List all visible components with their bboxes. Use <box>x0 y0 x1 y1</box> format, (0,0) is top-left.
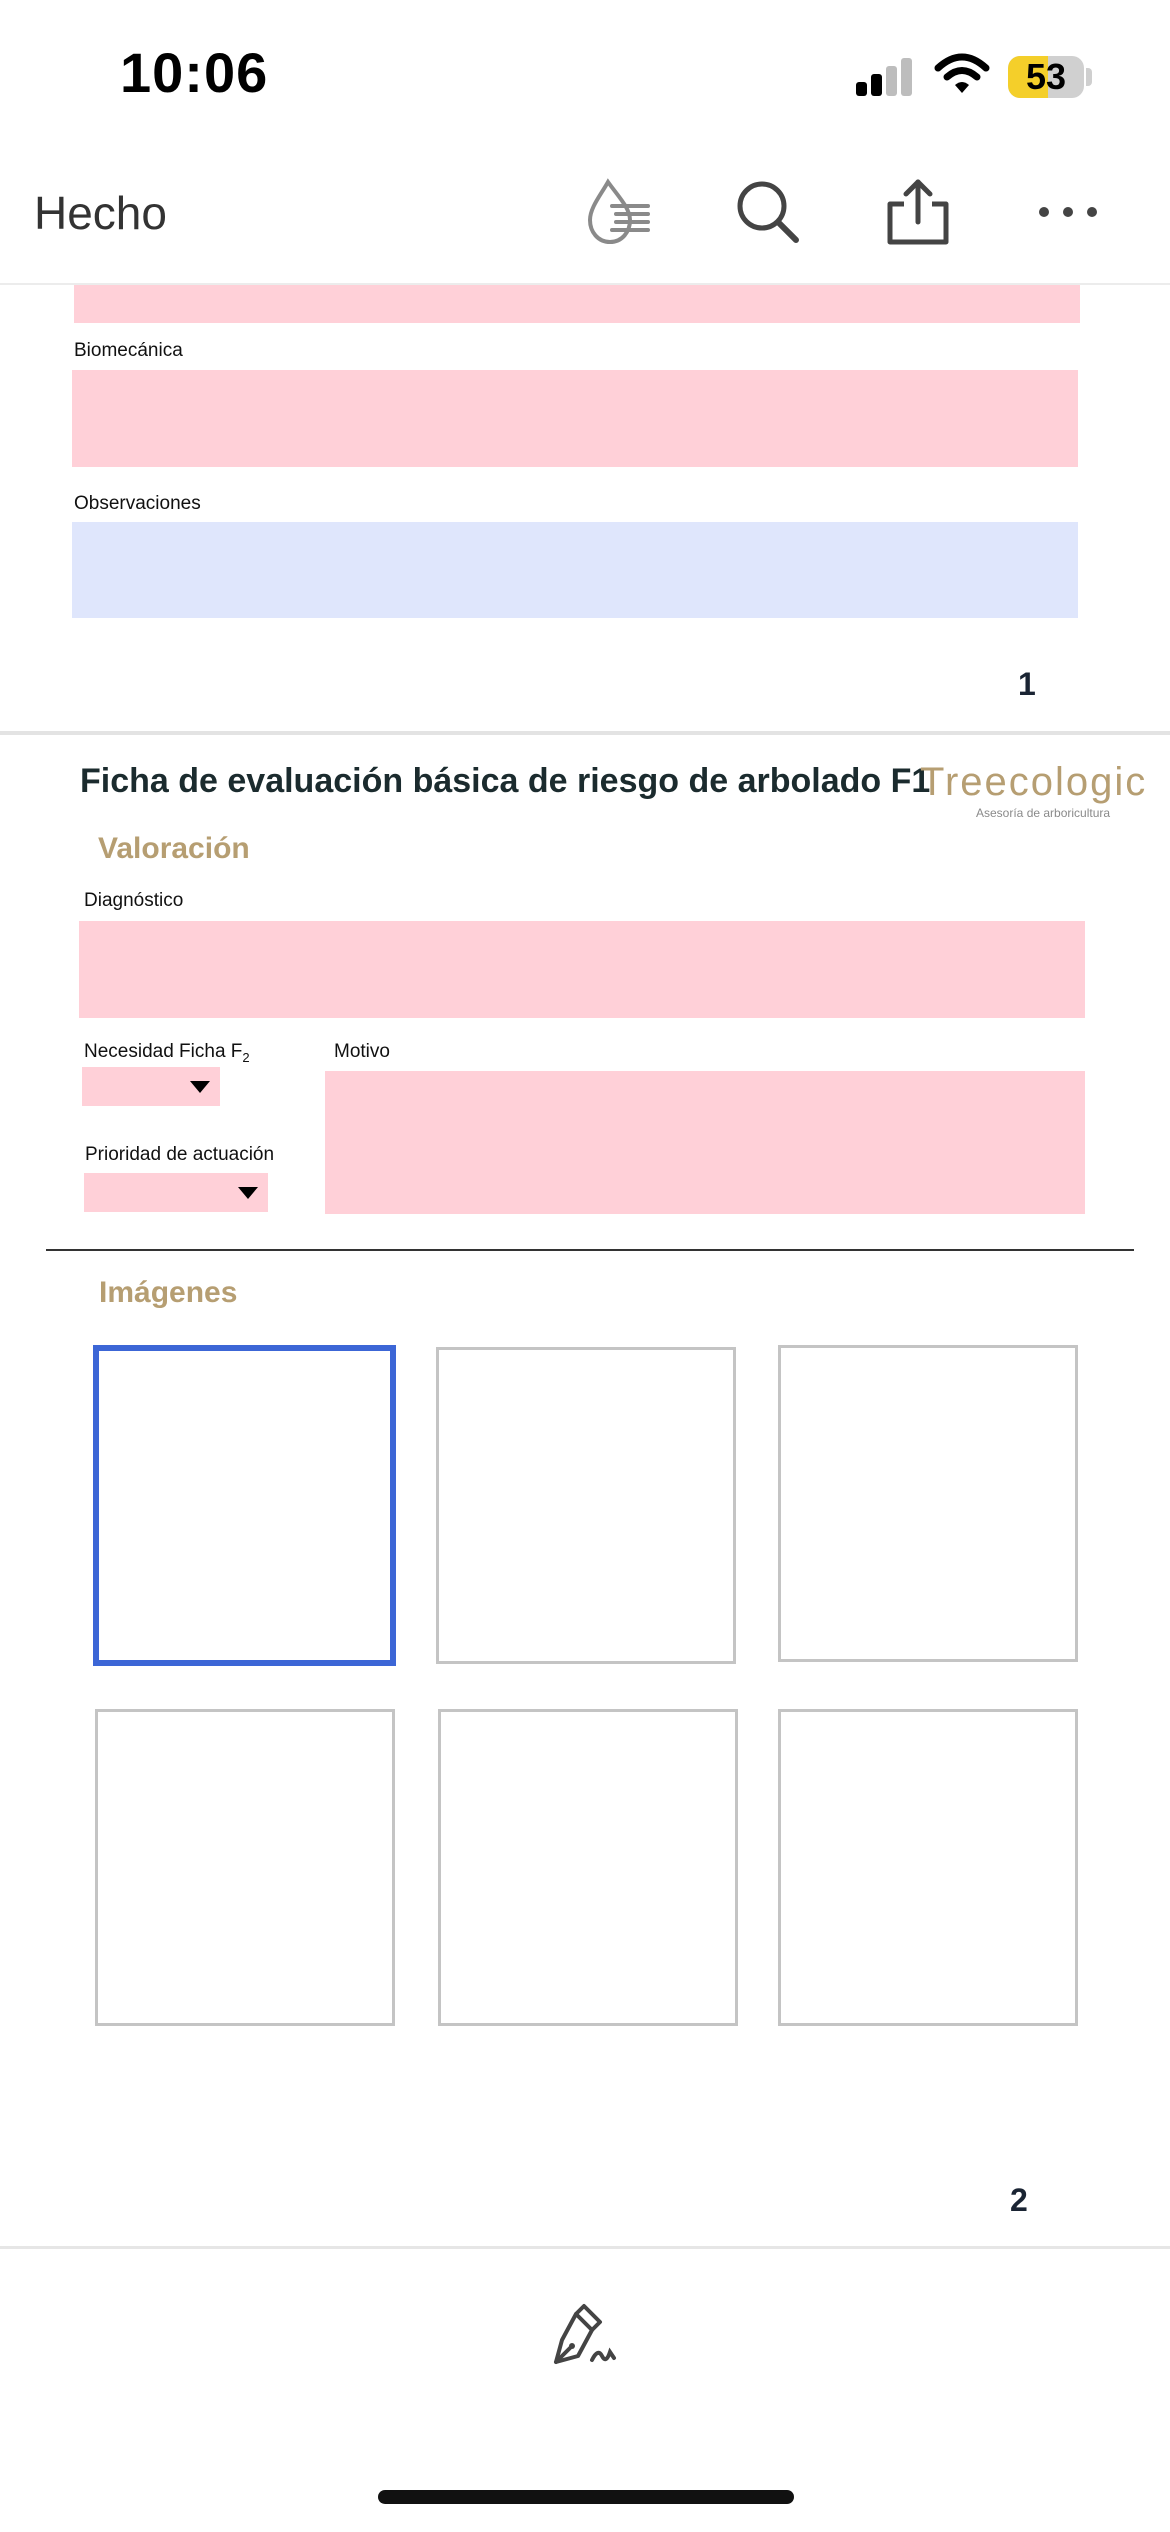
image-slot-2[interactable] <box>436 1347 736 1664</box>
necesidad-ficha-text: Necesidad Ficha F <box>84 1041 243 1062</box>
valoracion-heading: Valoración <box>98 832 250 865</box>
motivo-field[interactable] <box>325 1071 1085 1214</box>
liquid-mode-icon[interactable] <box>582 176 654 248</box>
page-separator <box>0 731 1170 735</box>
battery-indicator <box>1008 56 1084 98</box>
page-number-1: 1 <box>1018 666 1036 702</box>
bottom-bar-divider <box>0 2246 1170 2249</box>
treecologic-logo: Treecologic <box>920 760 1148 804</box>
previous-field-input[interactable] <box>74 285 1080 323</box>
image-slot-3[interactable] <box>778 1345 1078 1662</box>
imagenes-heading: Imágenes <box>99 1276 238 1309</box>
section-divider <box>46 1249 1134 1251</box>
necesidad-ficha-dropdown[interactable] <box>82 1067 220 1106</box>
diagnostico-label: Diagnóstico <box>84 890 184 911</box>
chevron-down-icon <box>238 1187 258 1199</box>
wifi-icon <box>934 52 990 96</box>
necesidad-ficha-label <box>84 1041 250 1065</box>
document-title: Ficha de evaluación básica de riesgo de arbolado F1 <box>80 762 931 800</box>
fill-sign-pen-icon[interactable] <box>548 2300 620 2372</box>
more-icon[interactable] <box>1032 176 1104 248</box>
home-indicator[interactable] <box>378 2490 794 2504</box>
prioridad-label: Prioridad de actuación <box>85 1144 275 1165</box>
chevron-down-icon <box>190 1081 210 1093</box>
page-number-2: 2 <box>1010 2182 1028 2218</box>
logo-tagline: Asesoría de arboricultura <box>976 806 1111 820</box>
image-slot-6[interactable] <box>778 1709 1078 2026</box>
image-slot-5[interactable] <box>438 1709 738 2026</box>
motivo-label: Motivo <box>334 1041 390 1062</box>
done-button[interactable]: Hecho <box>34 187 167 239</box>
image-slot-1[interactable] <box>93 1345 396 1666</box>
necesidad-ficha-subscript: 2 <box>242 1049 250 1065</box>
battery-percent: 53 <box>1025 56 1067 97</box>
observaciones-label: Observaciones <box>74 493 201 514</box>
status-time: 10:06 <box>120 41 269 104</box>
battery-nub <box>1086 68 1092 86</box>
share-icon[interactable] <box>882 176 954 248</box>
biomecanica-field[interactable] <box>72 370 1078 467</box>
prioridad-dropdown[interactable] <box>84 1173 268 1212</box>
biomecanica-label: Biomecánica <box>74 340 183 361</box>
search-icon[interactable] <box>732 176 804 248</box>
image-slot-4[interactable] <box>95 1709 395 2026</box>
observaciones-field[interactable] <box>72 522 1078 618</box>
diagnostico-field[interactable] <box>79 921 1085 1018</box>
cellular-signal-icon <box>856 56 916 96</box>
